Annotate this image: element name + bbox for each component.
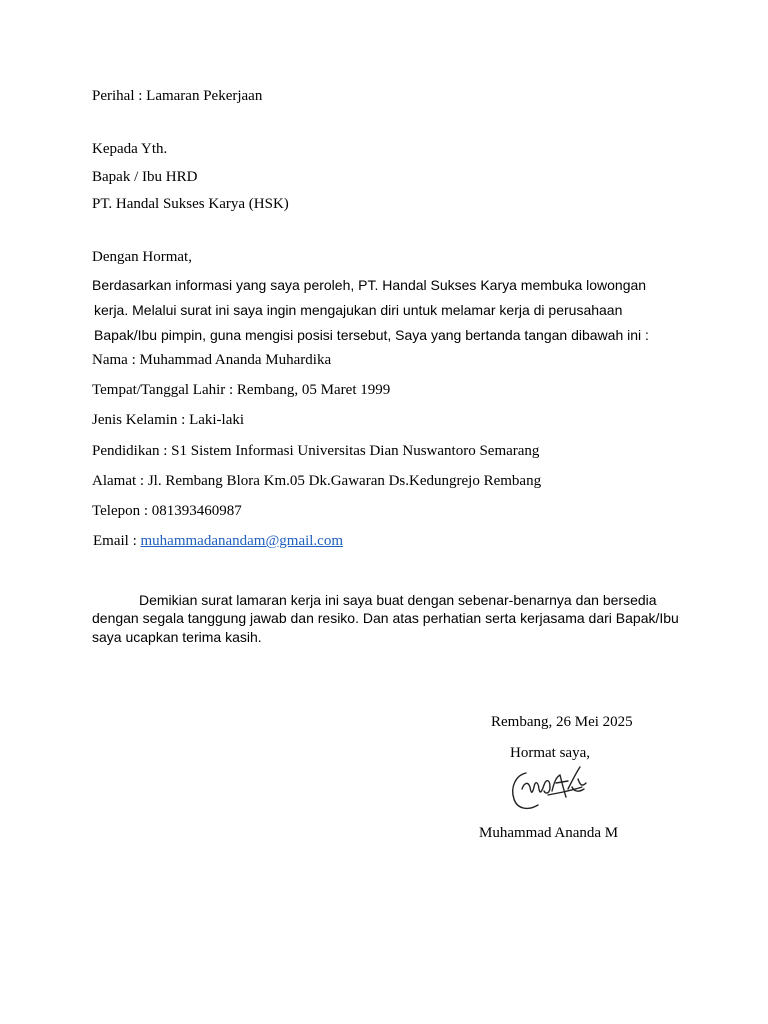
signature-image xyxy=(508,761,592,815)
recipient-line-3: PT. Handal Sukses Karya (HSK) xyxy=(92,196,289,212)
detail-phone: Telepon : 081393460987 xyxy=(92,503,242,519)
closing-line-1: Demikian surat lamaran kerja ini saya buat dengan sebenar-benarnya dan bersedia xyxy=(139,592,657,608)
detail-address: Alamat : Jl. Rembang Blora Km.05 Dk.Gawaran Ds.Kedungrejo Rembang xyxy=(92,473,542,489)
detail-email-row xyxy=(93,532,343,550)
intro-line-2: kerja. Melalui surat ini saya ingin mengajukan diri untuk melamar kerja di perusahaan xyxy=(94,302,623,318)
email-link[interactable]: muhammadanandam@gmail.com xyxy=(140,533,344,549)
regards: Hormat saya, xyxy=(510,745,590,761)
intro-line-1: Berdasarkan informasi yang saya peroleh, PT. Handal Sukses Karya membuka lowongan xyxy=(92,277,647,293)
detail-education: Pendidikan : S1 Sistem Informasi Universitas Dian Nuswantoro Semarang xyxy=(92,443,540,459)
intro-line-3: Bapak/Ibu pimpin, guna mengisi posisi tersebut, Saya yang bertanda tangan dibawah ini : xyxy=(94,327,649,343)
detail-name: Nama : Muhammad Ananda Muhardika xyxy=(92,352,332,368)
signer-name: Muhammad Ananda M xyxy=(479,825,619,841)
subject-line: Perihal : Lamaran Pekerjaan xyxy=(92,88,263,104)
salutation: Dengan Hormat, xyxy=(92,249,192,265)
place-date: Rembang, 26 Mei 2025 xyxy=(491,714,633,730)
email-label: Email : xyxy=(93,533,141,549)
detail-birth: Tempat/Tanggal Lahir : Rembang, 05 Maret 1999 xyxy=(92,382,391,398)
recipient-line-2: Bapak / Ibu HRD xyxy=(92,169,198,185)
closing-line-2: dengan segala tanggung jawab dan resiko. Dan atas perhatian serta kerjasama dari Bapak/Ibu xyxy=(92,610,679,626)
recipient-line-1: Kepada Yth. xyxy=(92,141,168,157)
detail-gender: Jenis Kelamin : Laki-laki xyxy=(92,412,245,428)
closing-line-3: saya ucapkan terima kasih. xyxy=(92,629,262,645)
